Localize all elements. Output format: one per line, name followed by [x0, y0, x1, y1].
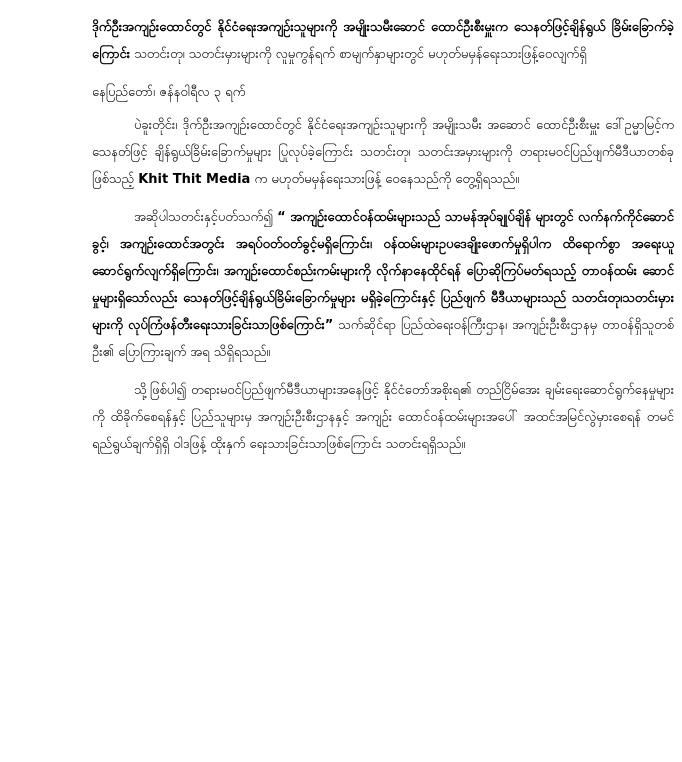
official-quote: “ အကျဉ်းထောင်ဝန်ထမ်းများသည် သာမန်အုပ်ချုပ်ချိန် များတွင် လက်နက်ကိုင်ဆောင်ခွင့်၊ အကျဉ်းထောင်အတွင်း အရပ်ဝတ်ဝတ်ခွင့်မရှိကြောင်း၊ ဝန်ထမ်းများဥပဒေချိုးဖောက်မှုရှိပါက ထိရောက်စွာ အရေးယူဆောင်ရွက်လျက်ရှိကြောင်း၊ အကျဉ်းထောင်စည်းကမ်းများကို လိုက်နာနေထိုင်ရန် ပြောဆိုကြပ်မတ်ရသည့် တာဝန်ထမ်း ဆောင်မှုများရှိသော်လည်း သေနတ်ဖြင့်ချိန်ရွယ်ခြိမ်းခြောက်မှုများ မရှိခဲ့ကြောင်းနှင့် ပြည်ဖျက် မီဒီယာများသည် သတင်းတု၊သတင်းမှားများကို လုပ်ကြံဖန်တီးရေးသားခြင်းသာဖြစ်ကြောင်း” — [92, 210, 674, 333]
dateline: နေပြည်တော်၊ ဇန်နဝါရီလ ၃ ရက် — [92, 85, 246, 100]
para2-text-before: အဆိုပါသတင်းနှင့်ပတ်သက်၍ — [134, 210, 278, 225]
headline-bold-text: ဒိုက်ဦးအကျဉ်းထောင်တွင် နိုင်ငံရေးအကျဉ်းသူများကို အမျိုးသမီးဆောင် ထောင်ဦးစီးမှူးက သေနတ်ဖြင့်ချိန်ရွယ် ခြိမ်းခြောက်ခဲ့ကြောင်း — [92, 20, 674, 62]
headline-rest-text: သတင်းတု၊ သတင်းမှားများကို လူမှုကွန်ရက် စာမျက်နှာများတွင် မဟုတ်မမှန်ရေးသားဖြန့်ဝေလျက်ရှိ — [130, 47, 587, 62]
body-paragraph-2 — [92, 204, 674, 366]
media-name: Khit Thit Media — [138, 172, 251, 187]
para1-text-after: က မဟုတ်မမှန်ရေးသားဖြန့် ဝေနေသည်ကို တွေ့ရှိရသည်။ — [250, 172, 520, 187]
headline-paragraph — [92, 14, 674, 68]
para1-text-before: ပဲခူးတိုင်း၊ ဒိုက်ဦးအကျဉ်းထောင်တွင် နိုင်ငံရေးအကျဉ်းသူများကို အမျိုးသမီး အဆောင် ထောင်ဦးစီးမှူး ဒေါ်ဥမ္မာမြင့်က သေနတ်ဖြင့် ချိန်ရွယ်ခြိမ်းခြောက်မှုများ ပြုလုပ်ခဲ့ကြောင်း သတင်းတု၊ သတင်းအမှားများကို တရားမဝင်ပြည်ဖျက်မီဒီယာတစ်ခုဖြစ်သည့် — [92, 118, 674, 187]
body-paragraph-3: သို့ဖြစ်ပါ၍ တရားမဝင်ပြည်ဖျက်မီဒီယာများအနေဖြင့် နိုင်ငံတော်အစိုးရ၏ တည်ငြိမ်အေး ချမ်းရေးဆောင်ရွက်နေမှုများကို ထိခိုက်စေရန်နှင့် ပြည်သူများမှ အကျဉ်းဦးစီးဌာနနှင့် အကျဉ်း ထောင်ဝန်ထမ်းများအပေါ် အထင်အမြင်လွဲမှားစေရန် တမင်ရည်ရွယ်ချက်ရှိရှိ ဝါဒဖြန့် ထိုးနှက် ရေးသားခြင်းသာဖြစ်ကြောင်း သတင်းရရှိသည်။ — [92, 383, 674, 452]
para2-text-after: သက်ဆိုင်ရာ ပြည်ထဲရေးဝန်ကြီးဌာန၊ အကျဉ်းဦးစီးဌာနမှ တာဝန်ရှိသူတစ်ဦး၏ ပြောကြားချက် အရ သိရှိရသည်။ — [92, 318, 674, 360]
body-paragraph-1 — [92, 112, 674, 193]
document-page — [92, 14, 674, 469]
